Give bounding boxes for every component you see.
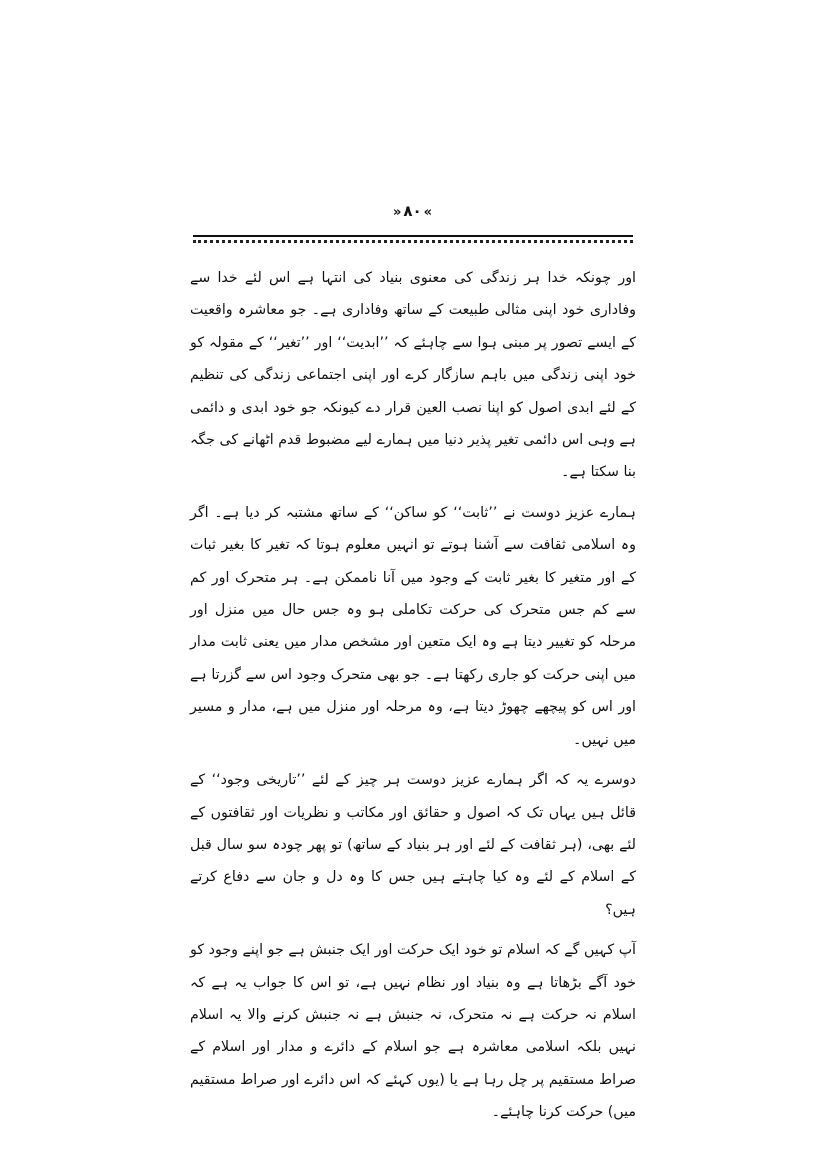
header-rule: [193, 235, 633, 237]
paragraph-3: دوسرے یہ کہ اگر ہمارے عزیز دوست ہر چیز کے لئے ’’تاریخی وجود‘‘ کے قائل ہیں یہاں تک کہ اصول و حقائق اور مکاتب و نظریات اور ثقافتوں کے لئے بھی، (ہر ثقافت کے لئے اور ہر بنیاد کے ساتھ) تو پھر چودہ سو سال قبل کے اسلام کے لئے وہ کیا چاہتے ہیں جس کا وہ دل و جان سے دفاع کرتے ہیں؟: [190, 772, 636, 918]
page-number-value: ۸۰: [403, 202, 422, 220]
paragraph-4: آپ کہیں گے کہ اسلام تو خود ایک حرکت اور ایک جنبش ہے جو اپنے وجود کو خود آگے بڑھاتا ہے وہ بنیاد اور نظام نہیں ہے، تو اس کا جواب یہ ہے کہ اسلام نہ حرکت ہے نہ متحرک، نہ جنبش ہے نہ جنبش کرنے والا یہ اسلام نہیں بلکہ اسلامی معاشرہ ہے جو اسلام کے دائرے و مدار اور اسلام کے صراط مستقیم پر چل رہا ہے یا (یوں کہئے کہ اس دائرے اور صراط مستقیم میں) حرکت کرنا چاہئے۔: [190, 942, 636, 1121]
page-number-ornament-left: «: [392, 205, 402, 220]
page-body: [190, 262, 636, 1137]
page-number-ornament-right: »: [423, 205, 433, 220]
page-number: [0, 202, 825, 220]
paragraph-2: ہمارے عزیز دوست نے ’’ثابت‘‘ کو ساکن‘‘ کے ساتھ مشتبہ کر دیا ہے۔ اگر وہ اسلامی ثقافت سے آشنا ہوتے تو انہیں معلوم ہوتا کہ تغیر کا بغیر ثبات کے اور متغیر کا بغیر ثابت کے وجود میں آنا ناممکن ہے۔ ہر متحرک اور کم سے کم جس متحرک کی حرکت تکاملی ہو وہ جس حال میں منزل اور مرحلہ کو تغییر دیتا ہے وہ ایک متعین اور مشخص مدار میں یعنی ثابت مدار میں اپنی حرکت کو جاری رکھتا ہے۔ جو بھی متحرک وجود اس سے گزرتا ہے اور اس کو پیچھے چھوڑ دیتا ہے، وہ مرحلہ اور منزل میں ہے، مدار و مسیر میں نہیں۔: [190, 504, 636, 748]
header-rule-dotted: [193, 240, 633, 243]
paragraph-1: اور چونکہ خدا ہر زندگی کی معنوی بنیاد کی انتہا ہے اس لئے خدا سے وفاداری خود اپنی مثالی طبیعت کے ساتھ وفاداری ہے۔ جو معاشرہ واقعیت کے ایسے تصور پر مبنی ہوا سے چاہئے کہ ’’ابدیت‘‘ اور ’’تغیر‘‘ کے مقولہ کو خود اپنی زندگی میں باہم سازگار کرے اور اپنی اجتماعی زندگی کی تنظیم کے لئے ابدی اصول کو اپنا نصب العین قرار دے کیونکہ جو خود ابدی و دائمی ہے وہی اس دائمی تغیر پذیر دنیا میں ہمارے لیے مضبوط قدم اٹھانے کی جگہ بنا سکتا ہے۔: [190, 270, 636, 481]
